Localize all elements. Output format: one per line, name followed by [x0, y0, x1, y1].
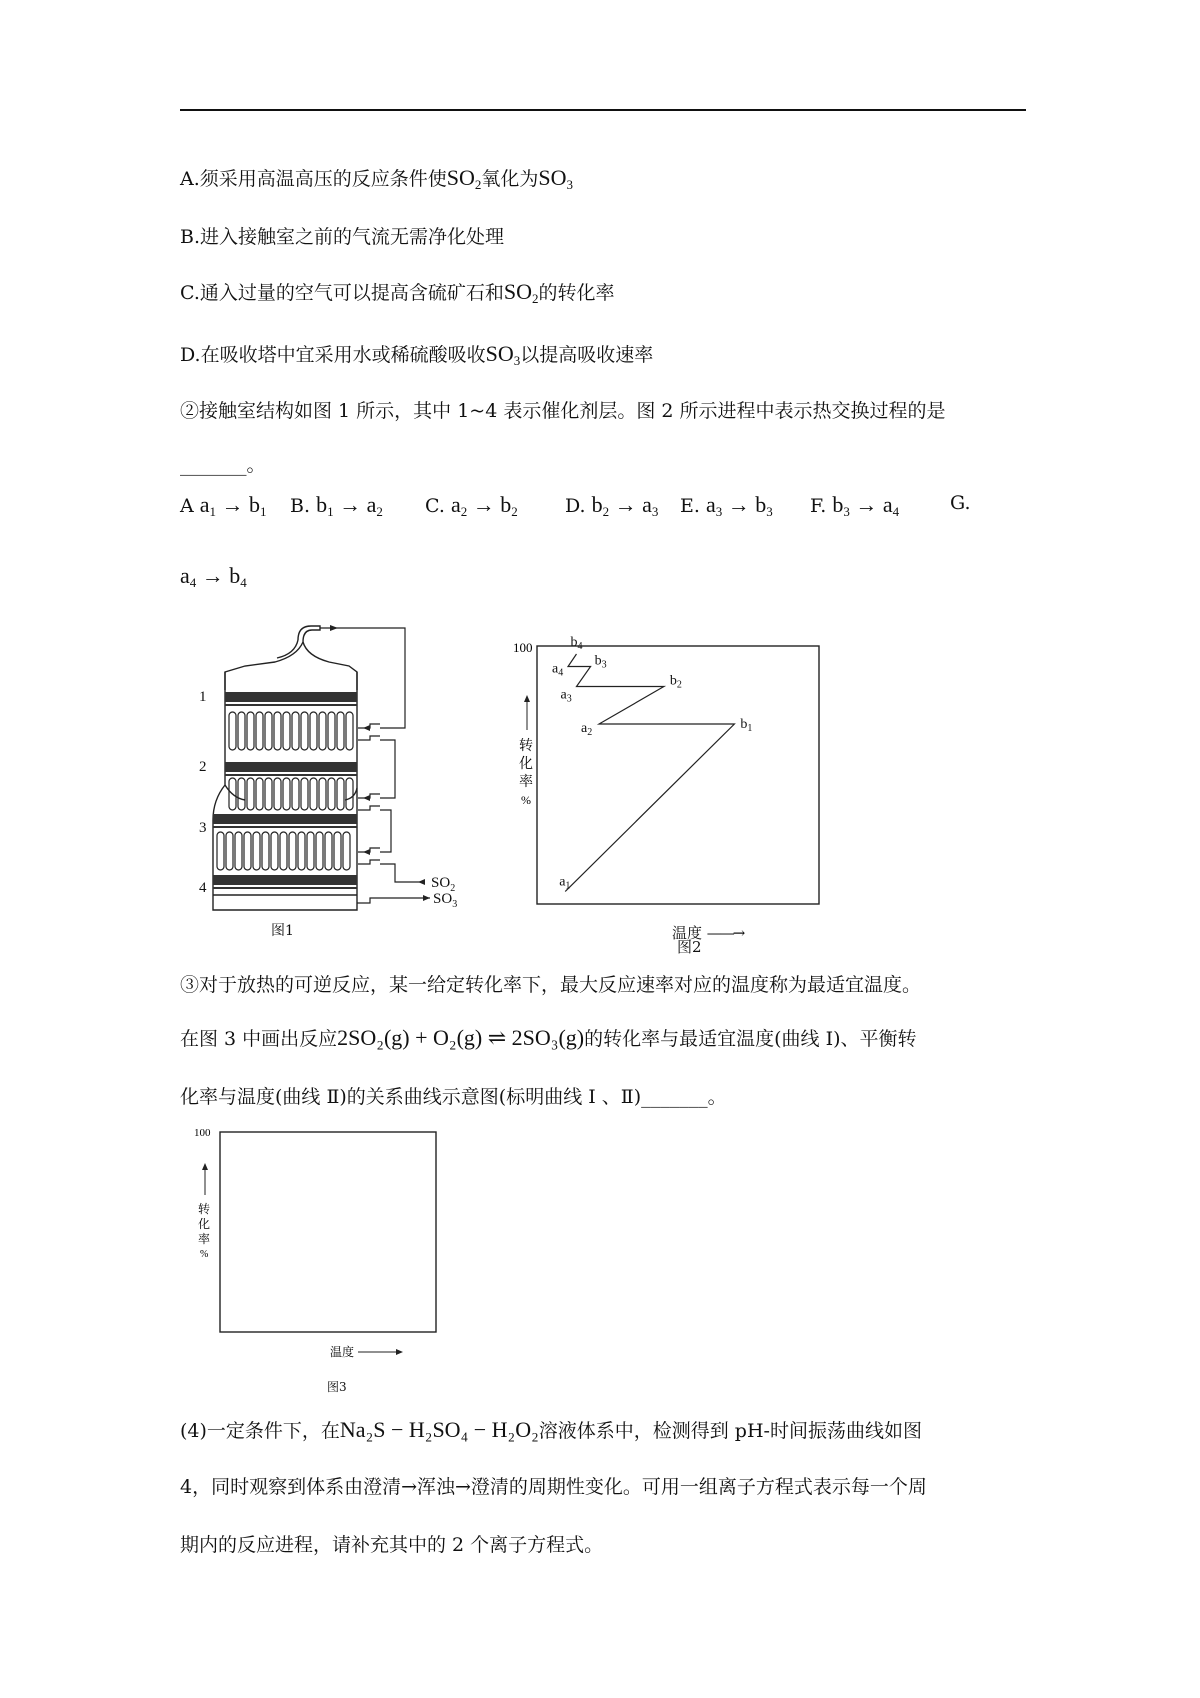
- svg-text:化: 化: [519, 757, 533, 772]
- heat-exchanger-tube: [337, 712, 344, 750]
- formula-so2: $SO_2$: [446, 165, 482, 192]
- question-3-line-2: [180, 1024, 917, 1051]
- option-c-text: C.通入过量的空气可以提高含硫矿石和: [180, 282, 504, 304]
- point-label-a3: $a_3$: [560, 687, 572, 705]
- heat-exchanger-tube: [226, 832, 233, 870]
- svg-text:率: 率: [198, 1232, 211, 1246]
- svg-text:%: %: [521, 793, 531, 807]
- question-4-line-1: [180, 1416, 922, 1443]
- heat-exchanger-tube: [328, 778, 335, 810]
- reaction-path-line: [565, 654, 734, 892]
- heat-exchanger-tube: [343, 832, 350, 870]
- option-b: B.进入接触室之前的气流无需净化处理: [180, 226, 505, 248]
- x-axis-label: 温度 ——→: [672, 924, 744, 942]
- heat-exchanger-tube: [238, 778, 245, 810]
- figure-1-diagram: [199, 620, 475, 940]
- x-axis-label: [330, 1344, 403, 1359]
- heat-exchanger-tube: [229, 712, 236, 750]
- point-label-a1: $a_1$: [559, 874, 571, 892]
- heat-exchanger-tube: [271, 832, 278, 870]
- svg-text:率: 率: [519, 775, 533, 790]
- question-3-line-1: ③对于放热的可逆反应，某一给定转化率下，最大反应速率对应的温度称为最适宜温度。: [180, 974, 922, 996]
- q4-line1-post: 溶液体系中，检测得到 pH-时间振荡曲线如图: [538, 1420, 922, 1442]
- question-4-line-2: 4，同时观察到体系由澄清→浑浊→澄清的周期性变化。可用一组离子方程式表示每一个周: [180, 1476, 927, 1498]
- heat-exchanger-tube: [256, 778, 263, 810]
- svg-text:转: 转: [198, 1202, 211, 1216]
- choice-g: $a_4 \to b_4$: [180, 563, 247, 590]
- y-axis-label: [198, 1163, 210, 1260]
- option-a-text: A.须采用高温高压的反应条件使: [180, 168, 447, 190]
- q3-line2-post: 的转化率与最适宜温度(曲线 Ⅰ)、平衡转: [584, 1028, 917, 1050]
- heat-exchanger-tube: [325, 832, 332, 870]
- choice-e: E. $a_3 \to b_3$: [680, 492, 773, 519]
- option-c-post: 的转化率: [538, 282, 615, 304]
- q3-line2-pre: 在图 3 中画出反应: [180, 1028, 338, 1050]
- layer-label-1: 1: [199, 689, 207, 705]
- figure-2-chart: [505, 630, 825, 910]
- figure-2-caption: 图2: [677, 938, 702, 956]
- point-label-a2: $a_2$: [581, 721, 593, 738]
- heat-exchanger-tube: [292, 712, 299, 750]
- heat-exchanger-tube: [310, 712, 317, 750]
- formula-so3: $SO_3$: [485, 341, 521, 368]
- heat-exchanger-tube: [319, 712, 326, 750]
- layer-label-3: 3: [199, 820, 207, 836]
- so2-inlet-label: $SO_2$: [431, 875, 456, 894]
- q4-line1-pre: (4)一定条件下，在: [180, 1420, 340, 1442]
- heat-exchanger-tube: [310, 778, 317, 810]
- option-a: [180, 164, 573, 193]
- heat-exchanger-tube: [247, 778, 254, 810]
- heat-exchanger-tube: [274, 778, 281, 810]
- heat-exchanger-tube: [253, 832, 260, 870]
- heat-exchanger-tube: [217, 832, 224, 870]
- heat-exchanger-tube: [265, 778, 272, 810]
- heat-exchanger-tube: [244, 832, 251, 870]
- formula-so2: $SO_2$: [503, 279, 539, 306]
- heat-exchanger-tube: [292, 778, 299, 810]
- heat-exchanger-tube: [328, 712, 335, 750]
- question-2-blank: _______。: [180, 454, 266, 476]
- choice-g: G.: [950, 492, 971, 514]
- formula-so3: $SO_3$: [538, 165, 574, 192]
- point-label-b1: $b_1$: [740, 717, 753, 734]
- svg-text:化: 化: [198, 1217, 211, 1231]
- heat-exchanger-tube: [238, 712, 245, 750]
- point-label-b2: $b_2$: [669, 673, 682, 691]
- choice-d: D. $b_2 \to a_3$: [565, 492, 659, 519]
- y-axis-label: [519, 695, 533, 807]
- heat-exchanger-tube: [289, 832, 296, 870]
- heat-exchanger-tube: [274, 712, 281, 750]
- figure-3-caption: 图3: [327, 1380, 347, 1394]
- heat-exchanger-tube: [301, 712, 308, 750]
- heat-exchanger-tube: [301, 778, 308, 810]
- heat-exchanger-tube: [280, 832, 287, 870]
- y-axis-top-label: 100: [513, 640, 533, 655]
- heat-exchanger-tube: [298, 832, 305, 870]
- heat-exchanger-tube: [265, 712, 272, 750]
- heat-exchanger-tube: [256, 712, 263, 750]
- heat-exchanger-tube: [307, 832, 314, 870]
- question-2-text: ②接触室结构如图 1 所示，其中 1~4 表示催化剂层。图 2 所示进程中表示热交换过程的是: [180, 400, 946, 422]
- question-4-line-3: 期内的反应进程，请补充其中的 2 个离子方程式。: [180, 1534, 604, 1556]
- option-d-text: D.在吸收塔中宜采用水或稀硫酸吸收: [180, 344, 486, 366]
- svg-text:温度: 温度: [330, 1345, 355, 1359]
- svg-text:%: %: [200, 1249, 209, 1260]
- heat-exchanger-tube: [235, 832, 242, 870]
- point-label-a4: $a_4$: [552, 661, 564, 679]
- blank-chart-frame: [220, 1132, 436, 1332]
- point-label-b3: $b_3$: [594, 653, 607, 671]
- choice-b: B. $b_1 \to a_2$: [290, 492, 383, 519]
- option-d: [180, 340, 653, 369]
- choice-a: A $a_1 \to b_1$: [180, 492, 267, 519]
- header-rule: [180, 109, 1026, 111]
- question-3-line-3: 化率与温度(曲线 Ⅱ)的关系曲线示意图(标明曲线 Ⅰ 、Ⅱ)_______。: [180, 1086, 727, 1108]
- equation-so2-o2: 2SO₂(g) + O₂(g) ⇌ 2SO₃(g): [337, 1025, 585, 1050]
- option-a-mid: 氧化为: [481, 168, 539, 190]
- heat-exchanger-tube: [316, 832, 323, 870]
- figure-1-caption: 图1: [271, 923, 294, 939]
- choice-c: C. $a_2 \to b_2$: [425, 492, 518, 519]
- heat-exchanger-tube: [346, 712, 353, 750]
- heat-exchanger-tube: [319, 778, 326, 810]
- figure-3-chart: [190, 1120, 450, 1370]
- heat-exchanger-tube: [346, 778, 353, 810]
- heat-exchanger-tube: [283, 712, 290, 750]
- heat-exchanger-tube: [334, 832, 341, 870]
- heat-exchanger-tube: [337, 778, 344, 810]
- equation-na2s-system: Na₂S − H₂SO₄ − H₂O₂: [339, 1417, 539, 1442]
- option-c: [180, 278, 615, 307]
- heat-exchanger-tube: [262, 832, 269, 870]
- svg-text:转: 转: [519, 739, 533, 754]
- y-axis-top-label: 100: [194, 1127, 211, 1139]
- so3-outlet-label: $SO_3$: [433, 891, 458, 910]
- heat-exchanger-tube: [283, 778, 290, 810]
- heat-exchanger-tube: [247, 712, 254, 750]
- layer-label-2: 2: [199, 759, 207, 775]
- point-label-b4: $b_4$: [570, 635, 583, 652]
- option-d-post: 以提高吸收速率: [520, 344, 654, 366]
- choice-f: F. $b_3 \to a_4$: [810, 492, 900, 519]
- layer-label-4: 4: [199, 880, 207, 896]
